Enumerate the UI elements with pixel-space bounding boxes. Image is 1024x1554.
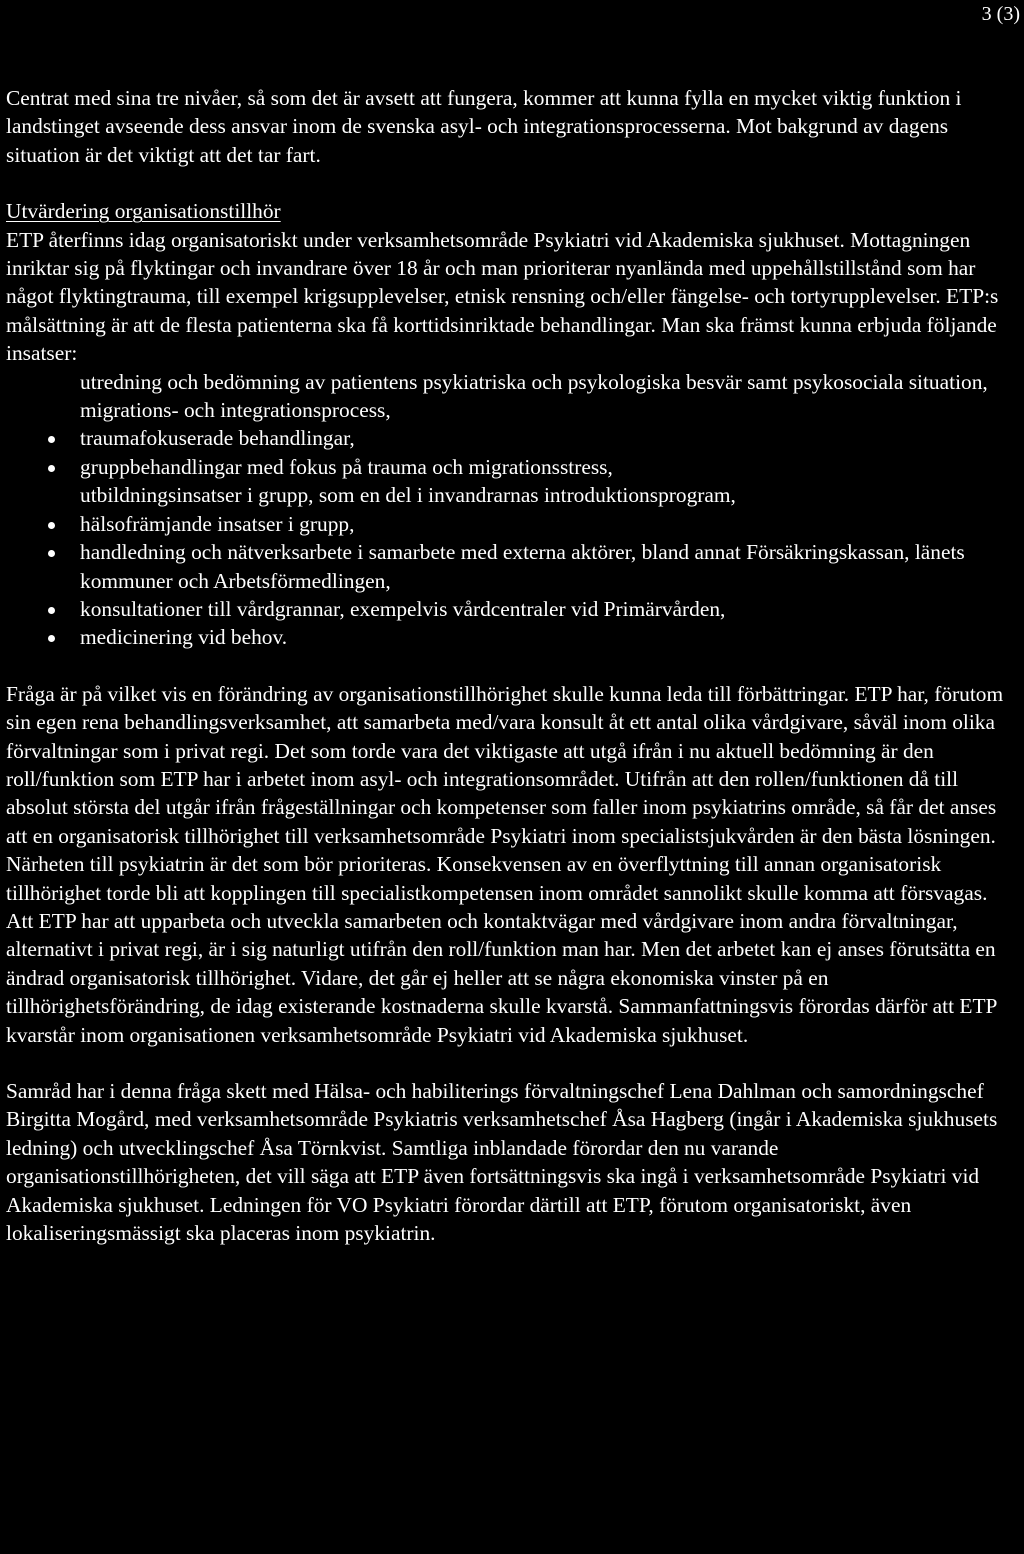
list-item: utbildningsinsatser i grupp, som en del i invandrarnas introduktionsprogram, xyxy=(80,483,736,508)
list-item: gruppbehandlingar med fokus på trauma och migrationsstress, xyxy=(6,453,1016,481)
paragraph-spacer xyxy=(6,1049,1016,1077)
page-number: 3 (3) xyxy=(981,3,1020,25)
list-item: traumafokuserade behandlingar, xyxy=(6,424,1016,452)
consultation-paragraph: Samråd har i denna fråga skett med Hälsa- och habiliterings förvaltningschef Lena Dahlman och samordningschef Birgitta Mogård, med verksamhetsområde Psykiatris verksamhetschef Åsa Hagberg (ingår i Akademiska sjukhusets ledning) och utvecklingschef Åsa Törnkvist. Samtliga inblandade förordar den nu varande organisationstillhörigheten, det vill säga att ETP även fortsättningsvis ska ingå i verksamhetsområde Psykiatri vid Akademiska sjukhuset. Ledningen för VO Psykiatri förordar därtill att ETP, förutom organisatoriskt, även lokaliseringsmässigt ska placeras inom psykiatrin. xyxy=(6,1079,998,1246)
etp-description-paragraph: ETP återfinns idag organisatoriskt under verksamhetsområde Psykiatri vid Akademiska sjukhuset. Mottagningen inriktar sig på flyktingar och invandrare över 18 år och man prioriterar nyanlända med uppehållstillstånd som har något flyktingtrauma, till exempel krigsupplevelser, etnisk rensning och/eller fängelse- och tortyrupplevelser. ETP:s målsättning är att de flesta patienterna ska få korttidsinriktade behandlingar. Man ska främst kunna erbjuda följande insatser: xyxy=(6,227,999,366)
intro-paragraph: Centrat med sina tre nivåer, så som det är avsett att fungera, kommer att kunna fylla en mycket viktig funktion i landstinget avseende dess ansvar inom de svenska asyl- och integrationsprocesserna. Mot bakgrund av dagens situation är det viktigt att det tar fart. xyxy=(6,86,962,167)
list-item: utredning och bedömning av patientens psykiatriska och psykologiska besvär samt psykosociala situation, migrations- och integrationsprocess, xyxy=(80,369,988,423)
paragraph-spacer xyxy=(6,652,1016,680)
paragraph-spacer xyxy=(6,169,1016,197)
assessment-paragraph: Fråga är på vilket vis en förändring av organisationstillhörighet skulle kunna leda till förbättringar. ETP har, förutom sin egen rena behandlingsverksamhet, att samarbeta med/vara konsult åt ett antal olika vårdgivare, såväl inom olika förvaltningar som i privat regi. Det som torde vara det viktigaste att utgå ifrån i nu aktuell bedömning är den roll/funktion som ETP har i arbetet inom asyl- och integrationsområdet. Utifrån att den rollen/funktionen då till absolut största del utgår ifrån frågeställningar och kompetenser som faller inom psykiatrins område, så får det anses att en organisatorisk tillhörighet till verksamhetsområde Psykiatri inom specialistsjukvården är den bästa lösningen. Närheten till psykiatrin är det som bör prioriteras. Konsekvensen av en överflyttning till annan organisatorisk tillhörighet torde bli att kopplingen till specialistkompetensen inom området sannolikt skulle komma att försvagas. Att ETP har att upparbeta och utveckla samarbeten och kontaktvägar med vårdgivare inom andra förvaltningar, alternativt i privat regi, är i sig naturligt utifrån den roll/funktion man har. Men det arbetet kan ej anses förutsätta en ändrad organisatorisk tillhörighet. Vidare, det går ej heller att se några ekonomiska vinster på en tillhörighetsförändring, de idag existerande kostnaderna skulle kvarstå. Sammanfattningsvis förordas därför att ETP kvarstår inom organisationen verksamhetsområde Psykiatri vid Akademiska sjukhuset. xyxy=(6,681,1004,1047)
section-heading: Utvärdering organisationstillhör xyxy=(6,199,281,224)
list-item: handledning och nätverksarbete i samarbete med externa aktörer, bland annat Försäkringskassan, länets kommuner och Arbetsförmedlingen, xyxy=(6,538,1016,595)
list-item: medicinering vid behov. xyxy=(6,623,1016,651)
list-item: konsultationer till vårdgrannar, exempelvis vårdcentraler vid Primärvården, xyxy=(6,595,1016,623)
document-body xyxy=(6,84,1016,1247)
list-item: hälsofrämjande insatser i grupp, xyxy=(6,510,1016,538)
insatser-list xyxy=(6,368,1016,652)
